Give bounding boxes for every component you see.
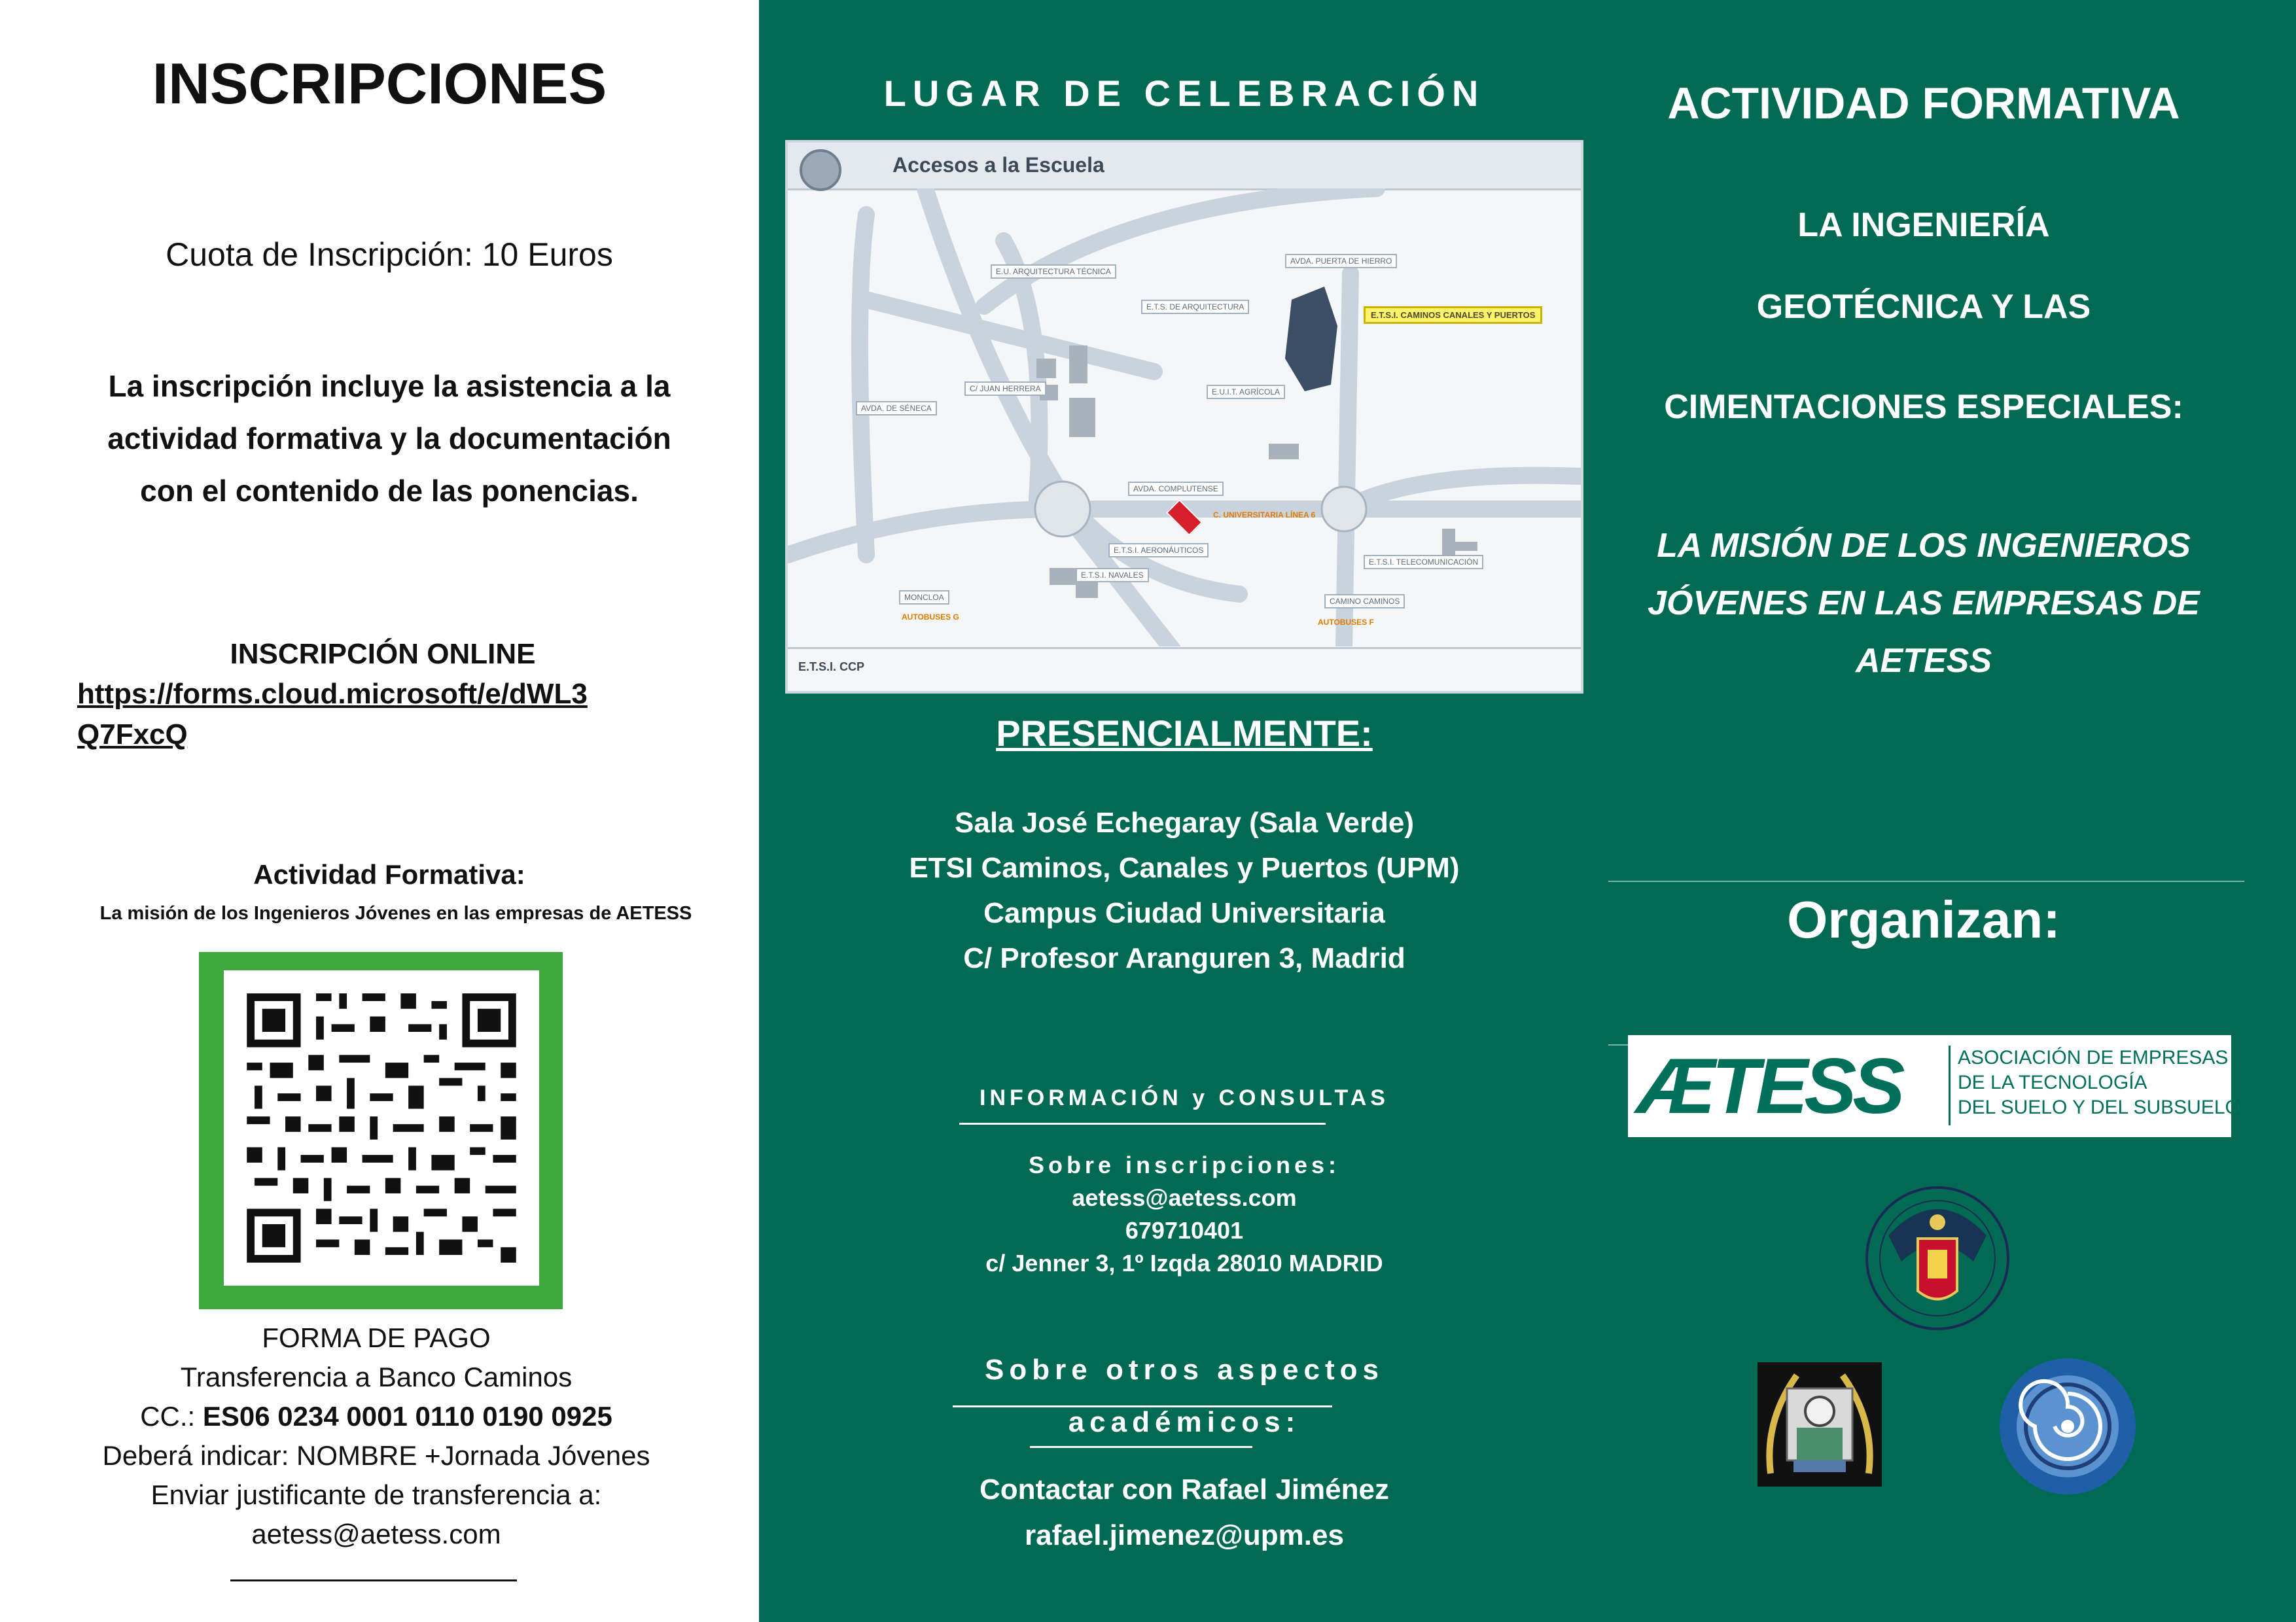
qr-code-icon[interactable] bbox=[224, 970, 539, 1286]
map-label: CAMINO CAMINOS bbox=[1324, 594, 1405, 608]
includes-line: actividad formativa y la documentación bbox=[107, 421, 671, 455]
academic-heading-2: académicos: bbox=[1068, 1406, 1301, 1438]
payment-heading: FORMA DE PAGO bbox=[262, 1322, 491, 1353]
registration-contact bbox=[785, 1149, 1583, 1280]
topic-line: GEOTÉCNICA Y LAS bbox=[1756, 288, 2091, 326]
map-destination-label: E.T.S.I. CAMINOS CANALES Y PUERTOS bbox=[1364, 306, 1542, 324]
organizers-rule-top bbox=[1608, 881, 2244, 882]
address-line: C/ Profesor Aranguren 3, Madrid bbox=[963, 942, 1405, 974]
includes-line: La inscripción incluye la asistencia a la bbox=[108, 369, 671, 403]
venue-address bbox=[785, 800, 1583, 981]
geology-faculty-seal-icon bbox=[1996, 1354, 2140, 1498]
payment-indicate: Deberá indicar: NOMBRE +Jornada Jóvenes bbox=[102, 1440, 650, 1471]
address-line: Sala José Echegaray (Sala Verde) bbox=[955, 807, 1414, 839]
in-person-heading: PRESENCIALMENTE: bbox=[996, 713, 1373, 754]
registration-email[interactable]: aetess@aetess.com bbox=[1072, 1184, 1297, 1211]
activity-subtitle: La misión de los Ingenieros Jóvenes en las empresas de AETESS bbox=[99, 903, 692, 924]
qr-code-frame bbox=[199, 952, 563, 1309]
address-line: ETSI Caminos, Canales y Puertos (UPM) bbox=[909, 852, 1460, 884]
map-label: C/ JUAN HERRERA bbox=[964, 381, 1046, 396]
organizers-heading: Organizan: bbox=[1787, 890, 2060, 949]
registration-address: c/ Jenner 3, 1º Izqda 28010 MADRID bbox=[985, 1250, 1383, 1277]
contact-email[interactable]: rafael.jimenez@upm.es bbox=[1025, 1519, 1344, 1551]
map-label: E.T.S. DE ARQUITECTURA bbox=[1141, 300, 1249, 314]
account-prefix: CC.: bbox=[140, 1401, 203, 1432]
contact-name: Contactar con Rafael Jiménez bbox=[980, 1473, 1389, 1506]
map-label: MONCLOA bbox=[899, 590, 949, 605]
account-number: ES06 0234 0001 0110 0190 0925 bbox=[202, 1401, 612, 1432]
link-line[interactable]: https://forms.cloud.microsoft/e/dWL3 bbox=[77, 678, 588, 710]
aetess-logo-mark: ÆTESS bbox=[1637, 1042, 1901, 1130]
map-logo-icon bbox=[800, 149, 841, 191]
online-registration-link[interactable] bbox=[77, 674, 732, 755]
left-bottom-rule bbox=[230, 1579, 517, 1581]
activity-title: ACTIVIDAD FORMATIVA bbox=[1667, 79, 2180, 128]
map-header bbox=[788, 143, 1581, 190]
address-line: Campus Ciudad Universitaria bbox=[983, 897, 1385, 929]
registration-phone: 679710401 bbox=[1125, 1217, 1244, 1244]
map-label: AVDA. PUERTA DE HIERRO bbox=[1285, 254, 1397, 268]
map-label: AVDA. COMPLUTENSE bbox=[1128, 482, 1224, 496]
mining-school-crest-icon bbox=[1757, 1362, 1882, 1487]
info-heading: INFORMACIÓN y CONSULTAS bbox=[980, 1085, 1389, 1110]
map-footer bbox=[788, 647, 1581, 691]
ucm-seal-icon bbox=[1862, 1176, 2013, 1340]
map-label: E.U. ARQUITECTURA TÉCNICA bbox=[991, 264, 1116, 279]
mission-line: JÓVENES EN LAS EMPRESAS DE bbox=[1648, 584, 2200, 622]
registration-includes bbox=[46, 360, 733, 517]
payment-bank: Transferencia a Banco Caminos bbox=[180, 1362, 573, 1392]
payment-email[interactable]: aetess@aetess.com bbox=[251, 1519, 501, 1549]
venue-heading: LUGAR DE CELEBRACIÓN bbox=[883, 73, 1485, 114]
aetess-logo bbox=[1628, 1035, 2240, 1137]
registration-title: INSCRIPCIONES bbox=[152, 51, 607, 116]
campus-map[interactable] bbox=[785, 140, 1583, 694]
registration-heading: Sobre inscripciones: bbox=[1028, 1152, 1341, 1178]
mission-line: AETESS bbox=[1855, 642, 1992, 680]
bus-label: AUTOBUSES F bbox=[1318, 618, 1374, 627]
map-label: E.U.I.T. AGRÍCOLA bbox=[1207, 385, 1285, 399]
activity-heading: Actividad Formativa: bbox=[253, 859, 525, 890]
bus-label: AUTOBUSES G bbox=[902, 612, 959, 622]
map-footer-text: E.T.S.I. CCP bbox=[798, 660, 865, 673]
topic-line: CIMENTACIONES ESPECIALES: bbox=[1664, 388, 2183, 426]
link-line[interactable]: Q7FxcQ bbox=[77, 718, 188, 750]
qr-code-background bbox=[224, 970, 539, 1286]
topic-line: LA INGENIERÍA bbox=[1797, 206, 2050, 244]
includes-line: con el contenido de las ponencias. bbox=[140, 474, 639, 508]
map-roads bbox=[788, 188, 1581, 646]
map-label: E.T.S.I. AERONÁUTICOS bbox=[1108, 543, 1209, 557]
academic-contact bbox=[785, 1467, 1583, 1559]
map-label: AVDA. DE SÉNECA bbox=[856, 401, 937, 415]
map-title: Accesos a la Escuela bbox=[892, 153, 1104, 177]
payment-account-line bbox=[0, 1397, 752, 1436]
mission-line: LA MISIÓN DE LOS INGENIEROS bbox=[1657, 527, 2191, 565]
aetess-logo-divider bbox=[1949, 1046, 1951, 1125]
info-rule bbox=[959, 1123, 1326, 1125]
academic-rule-2 bbox=[1030, 1446, 1252, 1448]
online-registration-heading: INSCRIPCIÓN ONLINE bbox=[230, 638, 536, 670]
mission-title bbox=[1610, 517, 2238, 690]
registration-fee: Cuota de Inscripción: 10 Euros bbox=[166, 236, 613, 273]
payment-block bbox=[0, 1318, 752, 1554]
map-label: E.T.S.I. NAVALES bbox=[1076, 568, 1149, 582]
academic-heading-1: Sobre otros aspectos bbox=[985, 1354, 1384, 1386]
map-label: E.T.S.I. TELECOMUNICACIÓN bbox=[1364, 555, 1483, 569]
metro-label: C. UNIVERSITARIA LÍNEA 6 bbox=[1213, 510, 1316, 520]
payment-send: Enviar justificante de transferencia a: bbox=[150, 1479, 602, 1510]
aetess-logo-text: ASOCIACIÓN DE EMPRESAS DE LA TECNOLOGÍA DEL SUELO Y DEL SUBSUELO bbox=[1958, 1047, 2240, 1118]
topic-title bbox=[1610, 204, 2238, 428]
